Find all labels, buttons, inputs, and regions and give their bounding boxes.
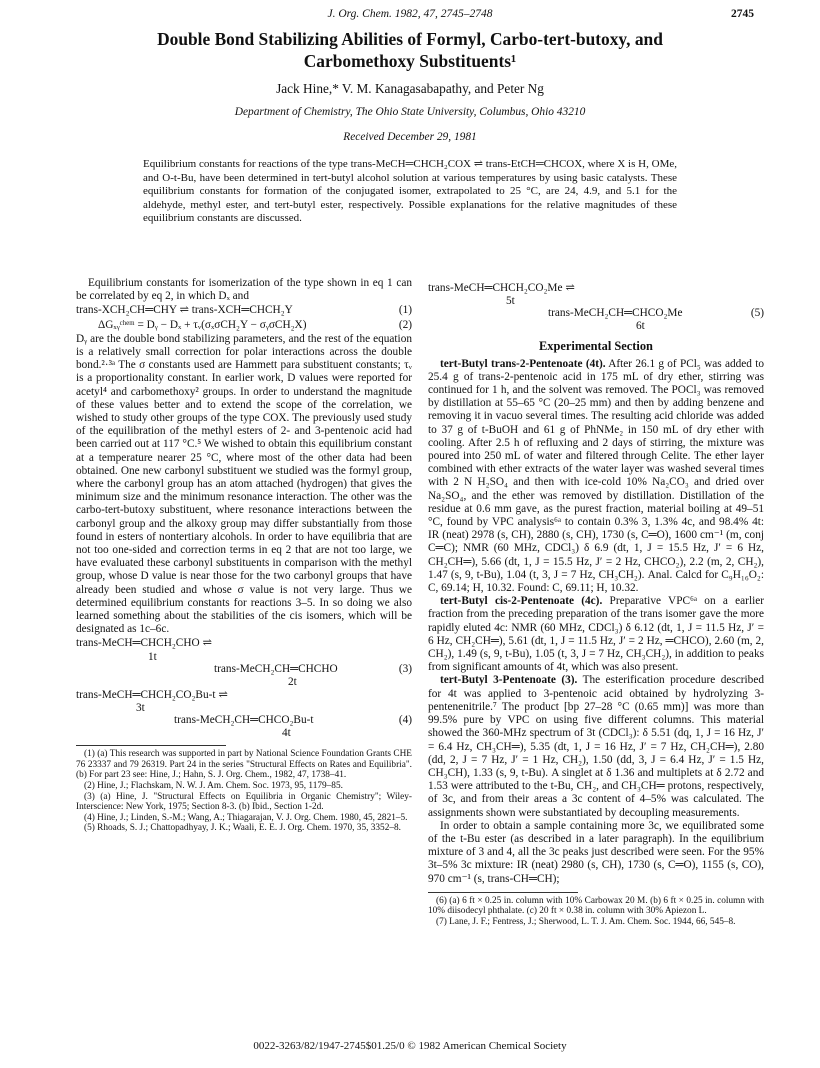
- footnote-1: (1) (a) This research was supported in part by National Science Foundation Grants CHE 76 23337 and 79 26319. Part 24 in the series "Structural Effects on Rates and Equilibria". (b) For part 23 see: Hine, J.; Hahn, S. J. Org. Chem., 1982, 47, 1738–41.: [76, 749, 412, 781]
- footnote-7: (7) Lane, J. F.; Fentress, J.; Sherwood, L. T. J. Am. Chem. Soc. 1944, 66, 545–8.: [436, 916, 736, 927]
- compound-label-1t: 1t: [148, 650, 157, 663]
- abstract-text: Equilibrium constants for reactions of the type trans-MeCH═CHCH₂COX ⇌ trans-EtCH═CHCOX, where X is H, OMe, and O-t-Bu, have been determined in tert-butyl alcohol solution at various temperatures by using basic catalysts. These equilibrium constants for formation of the conjugated isomer, extrapolated to 25 °C, are 24, 4.9, and 5.1 for the aldehyde, methyl ester, and tert-butyl ester, respectively. Possible explanations for the relative magnitudes of these equilibrium constants are discussed.: [143, 158, 677, 225]
- equation-3-number: (3): [398, 662, 412, 675]
- abstract: [143, 158, 677, 226]
- affiliation: Department of Chemistry, The Ohio State University, Columbus, Ohio 43210: [234, 106, 586, 118]
- procedure-3-heading: tert-Butyl 3-Pentenoate (3).: [440, 674, 578, 687]
- footnote-rule: [76, 745, 226, 746]
- footnote-4: (4) Hine, J.; Linden, S.-M.; Wang, A.; Thiagarajan, V. J. Org. Chem. 1980, 45, 2821–5.: [84, 812, 408, 823]
- equation-1-number: (1): [398, 304, 412, 317]
- equation-3-left: trans-MeCH═CHCH₂CHO ⇌: [76, 637, 212, 650]
- equation-1-body: trans-XCH₂CH═CHY ⇌ trans-XCH═CHCH₂Y: [76, 304, 293, 317]
- left-column: [76, 277, 412, 834]
- compound-label-5t: 5t: [506, 295, 515, 308]
- equation-3: [76, 637, 412, 687]
- footnote-3: (3) (a) Hine, J. "Structural Effects on Equilibria in Organic Chemistry"; Wiley-Interscience: New York, 1975; Section 8-3. (b) Ibid., Section 1-2d.: [76, 791, 412, 813]
- footnote-2: (2) Hine, J.; Flachskam, N. W. J. Am. Chem. Soc. 1973, 95, 1179–85.: [84, 781, 343, 792]
- right-footnotes: [428, 892, 764, 928]
- procedure-4c-heading: tert-Butyl cis-2-Pentenoate (4c).: [440, 595, 603, 608]
- equation-5-number: (5): [750, 307, 764, 320]
- author-list: Jack Hine,* V. M. Kanagasabapathy, and Peter Ng: [276, 81, 544, 96]
- right-column: [428, 281, 764, 928]
- received-date: Received December 29, 1981: [343, 131, 477, 143]
- article-title: [60, 29, 760, 72]
- compound-label-4t: 4t: [282, 727, 291, 740]
- equation-1: [76, 304, 412, 317]
- equation-4-right: trans-MeCH₂CH═CHCO₂Bu-t: [174, 714, 314, 727]
- equation-4: [76, 689, 412, 739]
- procedure-4c: [428, 595, 764, 674]
- page-number: 2745: [731, 8, 754, 20]
- equation-5-right: trans-MeCH₂CH═CHCO₂Me: [548, 307, 683, 320]
- running-header: J. Org. Chem. 1982, 47, 2745–2748: [327, 8, 493, 20]
- body-paragraph-1: Dᵧ are the double bond stabilizing parameters, and the rest of the equation is a relatively small correction for polar interactions across the double bond.²·³ᵃ The σ constants used are Hammett para substituent constants; τᵥ is a proportionality constant. In earlier work, D values were reported for acetyl⁴ and carbomethoxy² groups. In order to understand the magnitude of these values better and to extend the scope of the correlation, we wished to study other groups of the type COX. The previously used study of the equilibration of the methyl esters of 2- and 3-pentenoic acid had been carried out at 117 °C.⁵ We wished to obtain this equilibrium constant at a temperature nearer 25 °C, where most of the other data had been obtained. One new carbonyl substituent we studied was the formyl group, where the carbonyl group has an atom attached (hydrogen) that gives the minimum size and the minimum resonance interaction. The other was the carbo-tert-butoxy substituent, where resonance interactions between the carbonyl group and the alkoxy group may differ substantially from those found in esters of nontertiary alcohols. In order to have equilibria that are not too one-sided and correction terms in eq 2 that are not too large, we have evaluated these carbonyl substituents in comparison with the methyl group, whose D value is near those for the two carbonyl groups that have already been studied and whose σ value is not very large. Thus we determined equilibrium constants for reactions 3–5. In so doing we also learned something about the stabilities of the cis isomers, which will be designated as 1c–6c.: [76, 332, 412, 636]
- procedure-4t-text: After 26.1 g of PCl₅ was added to 25.4 g of trans-2-pentenoic acid in 175 mL of dry ether, stirring was continued for 1 h, and the solvent was removed. The POCl₃ was removed by distillation at 55–65 °C (20–25 mm) and then by adding benzene and removing it in vacuo several times. The resulting acid chloride was added to 37 g of t-BuOH and 61 g of PhNMe₂ in 150 mL of dry ether with cooling. After 2.5 h of refluxing and 2 days of stirring, the mixture was poured into 250 mL of water and filtered through Celite. The ether layer combined with ether extracts of the water layer was washed several times with 2 N H₂SO₄ and then with ice-cold 10% Na₂CO₃ and dried over Na₂SO₄, and the ether was removed by distillation. Distillation of the residue at 0.6 mm gave, as the purest fraction, material boiling at 49–51 °C, found by VPC analysis⁶ᵃ to contain 0.3% 3, 1.3% 4c, and 98.4% 4t: IR (neat) 2978 (s, CH), 2880 (s, CH), 1730 (s, C═O), 1600 cm⁻¹ (m, conj C═C); NMR (60 MHz, CDCl₃) δ 6.9 (dt, 1, J = 15.5 Hz, J′ = 6 Hz, CH₂CH═), 5.66 (dt, 1, J = 15.5 Hz, J′ = 2 Hz, CHCO₂), 2.2 (m, 2, CH₂), 1.47 (s, 9, t-Bu), 1.04 (t, 3, J = 7 Hz, CH₃CH₂). Anal. Calcd for C₉H₁₆O₂: C, 69.14; H, 10.32. Found: C, 69.11; H, 10.32.: [428, 357, 764, 595]
- copyright-footer: 0022-3263/82/1947-2745$01.25/0 © 1982 American Chemical Society: [253, 1040, 567, 1052]
- procedure-4t: [428, 358, 764, 596]
- equation-5-left: trans-MeCH═CHCH₂CO₂Me ⇌: [428, 282, 575, 294]
- equation-4-left: trans-MeCH═CHCH₂CO₂Bu-t ⇌: [76, 688, 228, 701]
- title-line-1: Double Bond Stabilizing Abilities of Formyl, Carbo-tert-butoxy, and: [157, 29, 663, 49]
- footnote-6: (6) (a) 6 ft × 0.25 in. column with 10% Carbowax 20 M. (b) 6 ft × 0.25 in. column with 10% diisodecyl phthalate. (c) 20 ft × 0.38 in. column with 30% Apiezon L.: [428, 895, 764, 917]
- intro-text: Equilibrium constants for isomerization of the type shown in eq 1 can be correlated by eq 2, in which Dₓ and: [76, 277, 412, 303]
- equation-2-number: (2): [398, 318, 412, 331]
- procedure-3-text: The esterification procedure described for 4t was applied to 3-pentenoic acid obtained by hydrolyzing 3-pentenenitrile.⁷ The product [bp 27–28 °C (0.65 mm)] was more than 99.5% pure by VPC on using five different columns. This material showed the 360-MHz spectrum of 3t (CDCl₃): δ 5.51 (dq, 1, J = 16 Hz, J′ = 6.4 Hz, CH₃CH═), 5.35 (dt, 1, J = 16 Hz, J′ = 7 Hz, CH₂CH═), 2.80 (dd, 2, J = 7 Hz, J′ = 1 Hz, CH₂), 1.50 (dd, 3, J = 6.4 Hz, J′ = 1.5 Hz, CH₃CH), 1.33 (s, 9, t-Bu). A singlet at δ 1.36 and multiplets at δ 2.72 and 1.53 were attributed to the t-Bu, CH₂, and CH₃CH═ protons, respectively, of 3c, and from their areas a 3c content of 4–5% was calculated. The assignments shown were substantiated by decoupling measurements.: [428, 674, 764, 819]
- equation-4-number: (4): [398, 714, 412, 727]
- compound-label-6t: 6t: [636, 320, 645, 333]
- compound-label-3t: 3t: [136, 702, 145, 715]
- title-line-2: Carbomethoxy Substituents¹: [303, 50, 517, 71]
- equation-3-right: trans-MeCH₂CH═CHCHO: [214, 662, 338, 675]
- compound-label-2t: 2t: [288, 675, 297, 688]
- footnote-rule-right: [428, 892, 578, 893]
- equation-2-body: ΔGₓᵧᶜʰᵉᵐ = Dᵧ − Dₓ + τᵥ(σₓσCH₂Y − σᵧσCH₂X): [98, 318, 307, 331]
- section-heading: Experimental Section: [539, 339, 653, 354]
- equation-5-right-row: [428, 307, 764, 320]
- procedure-3: [428, 674, 764, 819]
- equation-3-right-row: [76, 663, 412, 676]
- equation-2: [76, 319, 412, 332]
- procedure-4c-text: Preparative VPC⁶ᵃ on a earlier fraction from the preceding preparation of the trans isomer gave the more rapidly eluted 4c: NMR (60 MHz, CDCl₃) δ 6.12 (dt, 1, J = 11.5 Hz, J′ = 6 Hz, CH₂CH═), 5.61 (dt, 1, J = 11.5 Hz, J′ = 2 Hz, ═CHCO), 2.60 (m, 2, CH₂), 1.49 (s, 9, t-Bu), 1.05 (t, 3, J = 7 Hz, CH₃CH₂), in addition to peaks from significant amounts of 4t, which was also present.: [428, 595, 764, 674]
- procedure-3c: In order to obtain a sample containing more 3c, we equilibrated some of the t-Bu ester (as described in a later paragraph). In the equilibrium mixture of 3 and 4, all the 3c peaks just described were seen. For the 95% 3t–5% 3c mixture: IR (neat) 2980 (s, CH), 1730 (s, C═O), 1155 (s, CO), 970 cm⁻¹ (s, trans-CH═CH);: [428, 819, 764, 885]
- left-footnotes: [76, 745, 412, 834]
- equation-5: [428, 282, 764, 332]
- equation-4-right-row: [76, 714, 412, 727]
- procedure-4t-heading: tert-Butyl trans-2-Pentenoate (4t).: [440, 357, 606, 370]
- footnote-5: (5) Rhoads, S. J.; Chattopadhyay, J. K.; Waali, E. E. J. Org. Chem. 1970, 35, 3352–8.: [84, 823, 401, 834]
